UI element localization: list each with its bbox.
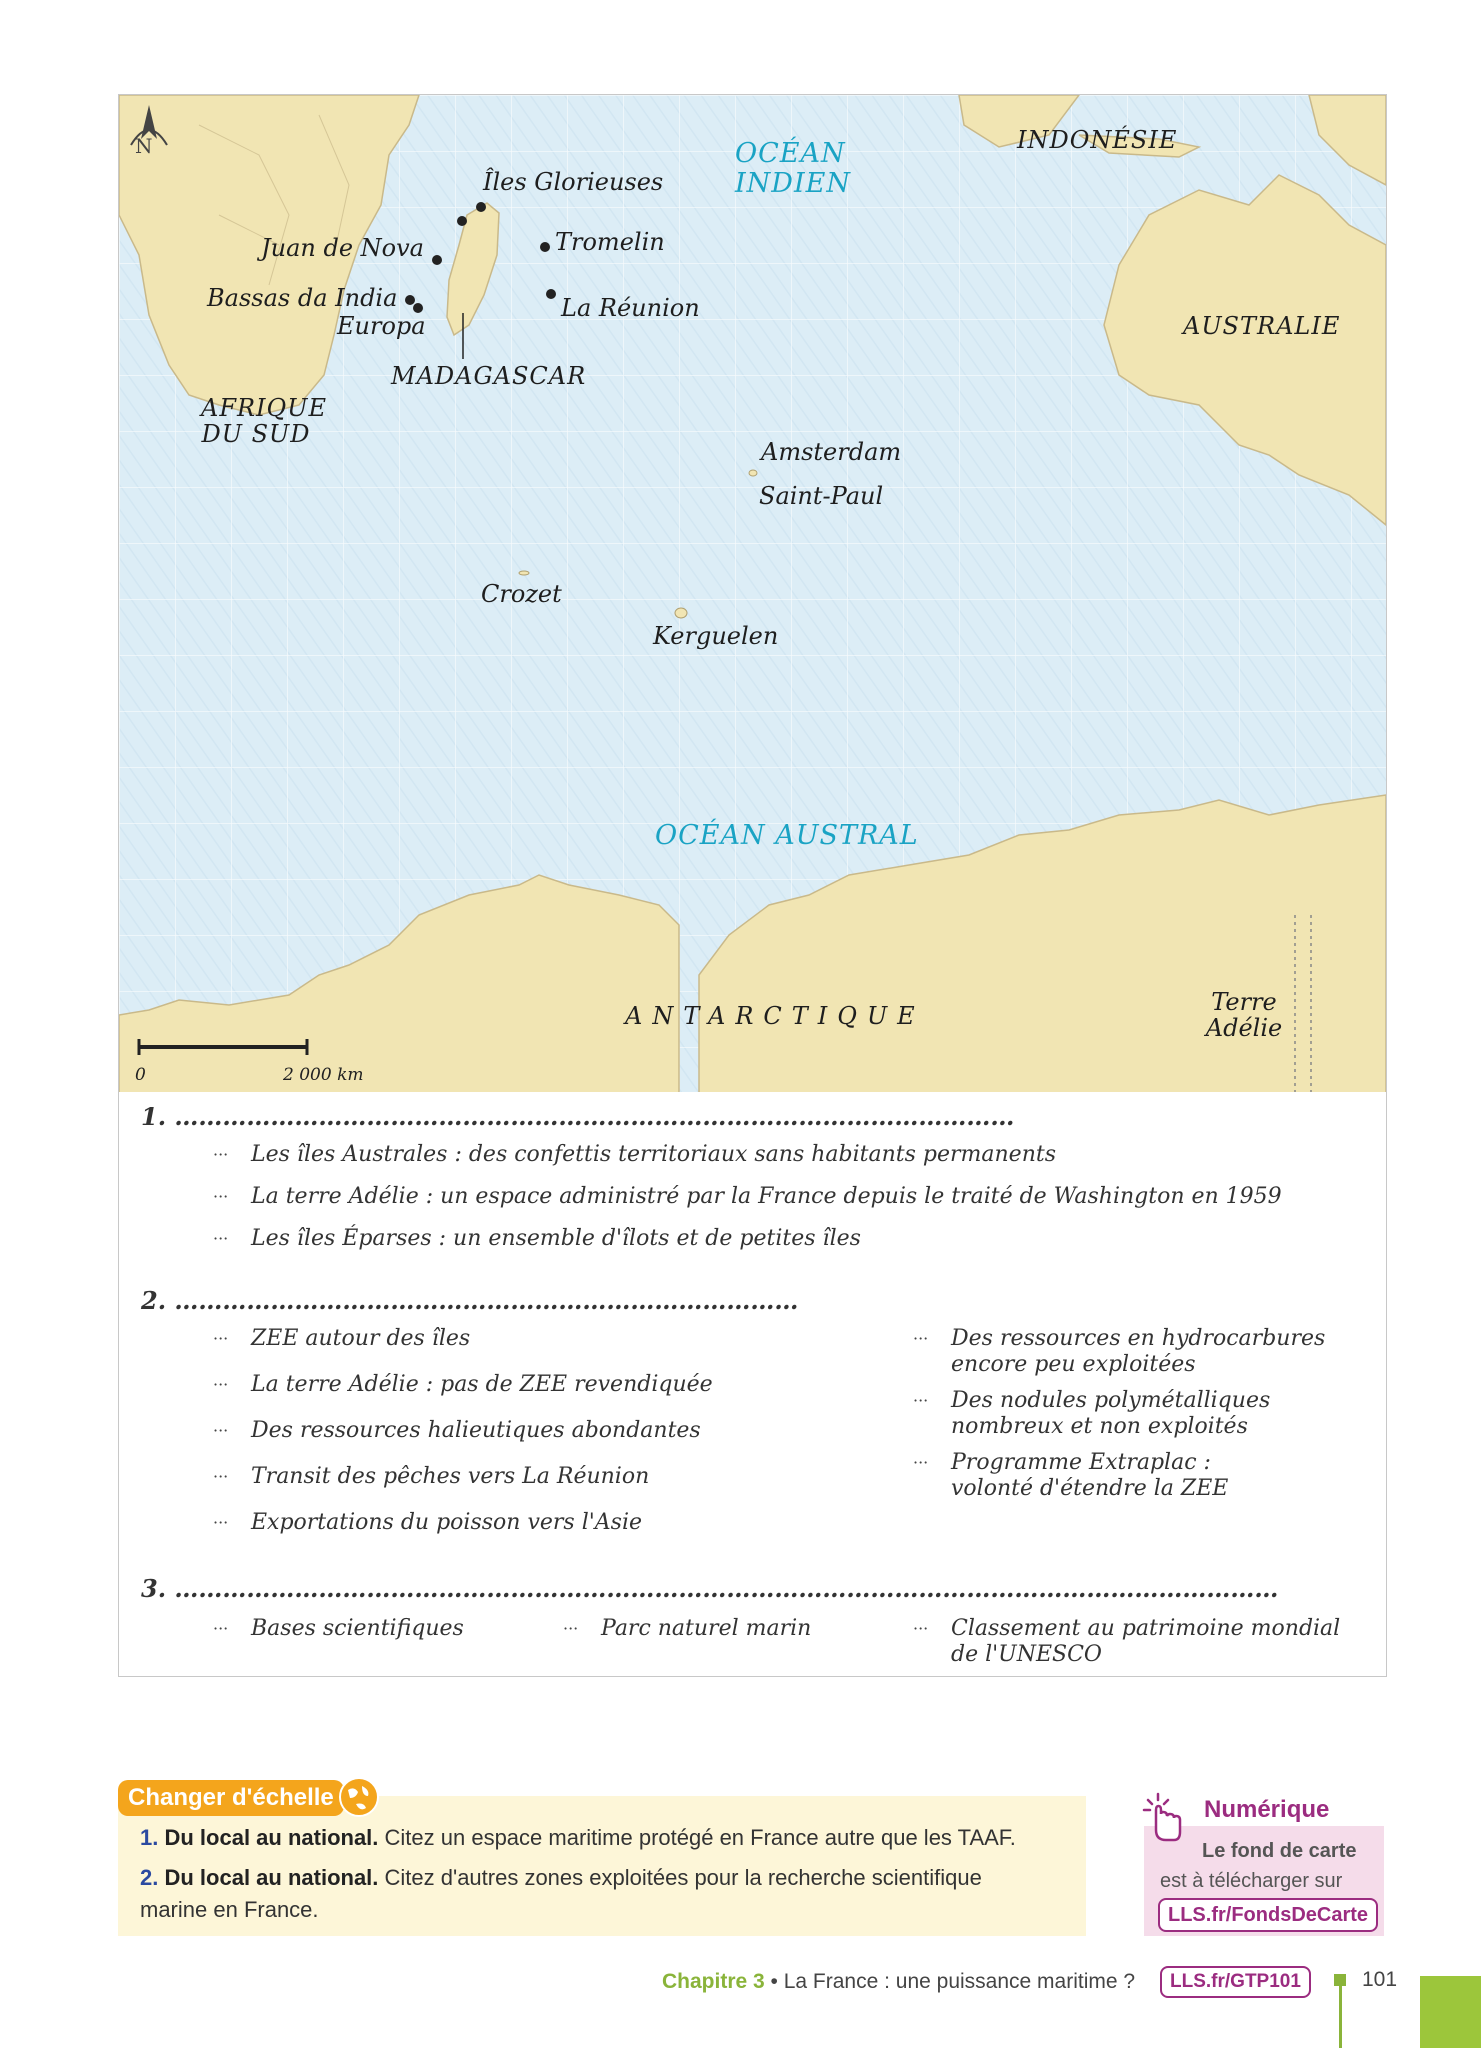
crozet-island [519, 571, 529, 575]
legend-item: ··· Exportations du poisson vers l'Asie [213, 1510, 643, 1535]
dot-bassas-da-india [405, 295, 415, 305]
legend-item: ··· Les îles Australes : des confettis territoriaux sans habitants permanents [213, 1142, 1056, 1167]
label-australie: AUSTRALIE [1183, 312, 1341, 340]
fonds-de-carte-link[interactable]: LLS.fr/FondsDeCarte [1158, 1898, 1378, 1932]
legend-item: ··· Des ressources en hydrocarbures encore peu exploitées [913, 1326, 1326, 1377]
legend-item: ··· Des nodules polymétalliques nombreux et non exploités [913, 1388, 1271, 1439]
question-2: 2. Du local au national. Citez d'autres zones exploitées pour la recherche scientifique marine en France. [140, 1865, 982, 1922]
legend-item: ··· La terre Adélie : pas de ZEE revendiquée [213, 1372, 713, 1397]
legend-item: ··· Bases scientifiques [213, 1616, 464, 1641]
dot-la-reunion [546, 289, 556, 299]
globe-icon [338, 1776, 380, 1818]
label-saint-paul: Saint-Paul [759, 482, 884, 510]
question-1: 1. Du local au national. Citez un espace maritime protégé en France autre que les TAAF. [140, 1825, 1016, 1850]
label-kerguelen: Kerguelen [653, 622, 779, 650]
label-madagascar: MADAGASCAR [391, 362, 587, 390]
label-la-reunion: La Réunion [561, 294, 700, 322]
label-afrique-du-sud: AFRIQUE DU SUD [201, 394, 327, 449]
label-amsterdam: Amsterdam [761, 438, 902, 466]
label-juan-de-nova: Juan de Nova [261, 234, 424, 262]
label-crozet: Crozet [481, 580, 562, 608]
label-bassas-da-india: Bassas da India [207, 284, 398, 312]
legend-item: ··· Programme Extraplac : volonté d'étendre la ZEE [913, 1450, 1229, 1501]
label-ocean-austral: OCÉAN AUSTRAL [655, 820, 919, 851]
legend-item: ··· ZEE autour des îles [213, 1326, 471, 1351]
kerguelen-island [675, 608, 687, 618]
legend-section-3-title: 3. ………………………………………………………………………………………………………………………… [141, 1574, 1279, 1603]
legend-section-1-title: 1. …………………………………………………………………………………………… [141, 1102, 1015, 1131]
pointing-hand-icon [1134, 1790, 1190, 1846]
label-tromelin: Tromelin [555, 228, 665, 256]
amsterdam-island [749, 470, 757, 476]
footer-gtp-link[interactable]: LLS.fr/GTP101 [1160, 1966, 1311, 1998]
label-indonesie: INDONÉSIE [1017, 126, 1178, 154]
legend-item: ··· Les îles Éparses : un ensemble d'îlots et de petites îles [213, 1226, 861, 1251]
dot-iles-glorieuses [476, 202, 486, 212]
numerique-title: Numérique [1204, 1796, 1330, 1823]
legend-item: ··· La terre Adélie : un espace administré par la France depuis le traité de Washington en 1959 [213, 1184, 1282, 1209]
footer-divider [1339, 1986, 1342, 2048]
legend-section-2-title: 2. …………………………………………………………………… [141, 1286, 799, 1315]
label-antarctique: ANTARCTIQUE [625, 1002, 925, 1030]
dot-iles-glorieuses-2 [457, 216, 467, 226]
label-terre-adelie: Terre Adélie [1205, 988, 1283, 1043]
footer-marker [1334, 1974, 1346, 1986]
map-legend [118, 1092, 1387, 1677]
legend-item: ··· Parc naturel marin [563, 1616, 812, 1641]
footer-chapter: Chapitre 3 • La France : une puissance maritime ? [662, 1970, 1136, 1993]
numerique-line-1: Le fond de carte [1202, 1840, 1357, 1862]
scale-start: 0 [135, 1065, 146, 1085]
north-label: N [135, 134, 153, 158]
changer-echelle-box [118, 1796, 1086, 1936]
legend-item: ··· Classement au patrimoine mondial de l'UNESCO [913, 1616, 1341, 1667]
scale-end: 2 000 km [283, 1065, 364, 1085]
label-ocean-indien: OCÉAN INDIEN [735, 138, 851, 199]
dot-tromelin [540, 242, 550, 252]
changer-echelle-title: Changer d'échelle [118, 1780, 344, 1816]
legend-item: ··· Transit des pêches vers La Réunion [213, 1464, 650, 1489]
page-number: 101 [1362, 1968, 1398, 1991]
map [118, 94, 1387, 1094]
legend-item: ··· Des ressources halieutiques abondantes [213, 1418, 701, 1443]
corner-tab [1420, 1976, 1481, 2048]
label-iles-glorieuses: Îles Glorieuses [483, 168, 664, 196]
label-europa: Europa [337, 312, 426, 340]
numerique-line-2: est à télécharger sur [1160, 1870, 1343, 1892]
dot-juan-de-nova [432, 255, 442, 265]
